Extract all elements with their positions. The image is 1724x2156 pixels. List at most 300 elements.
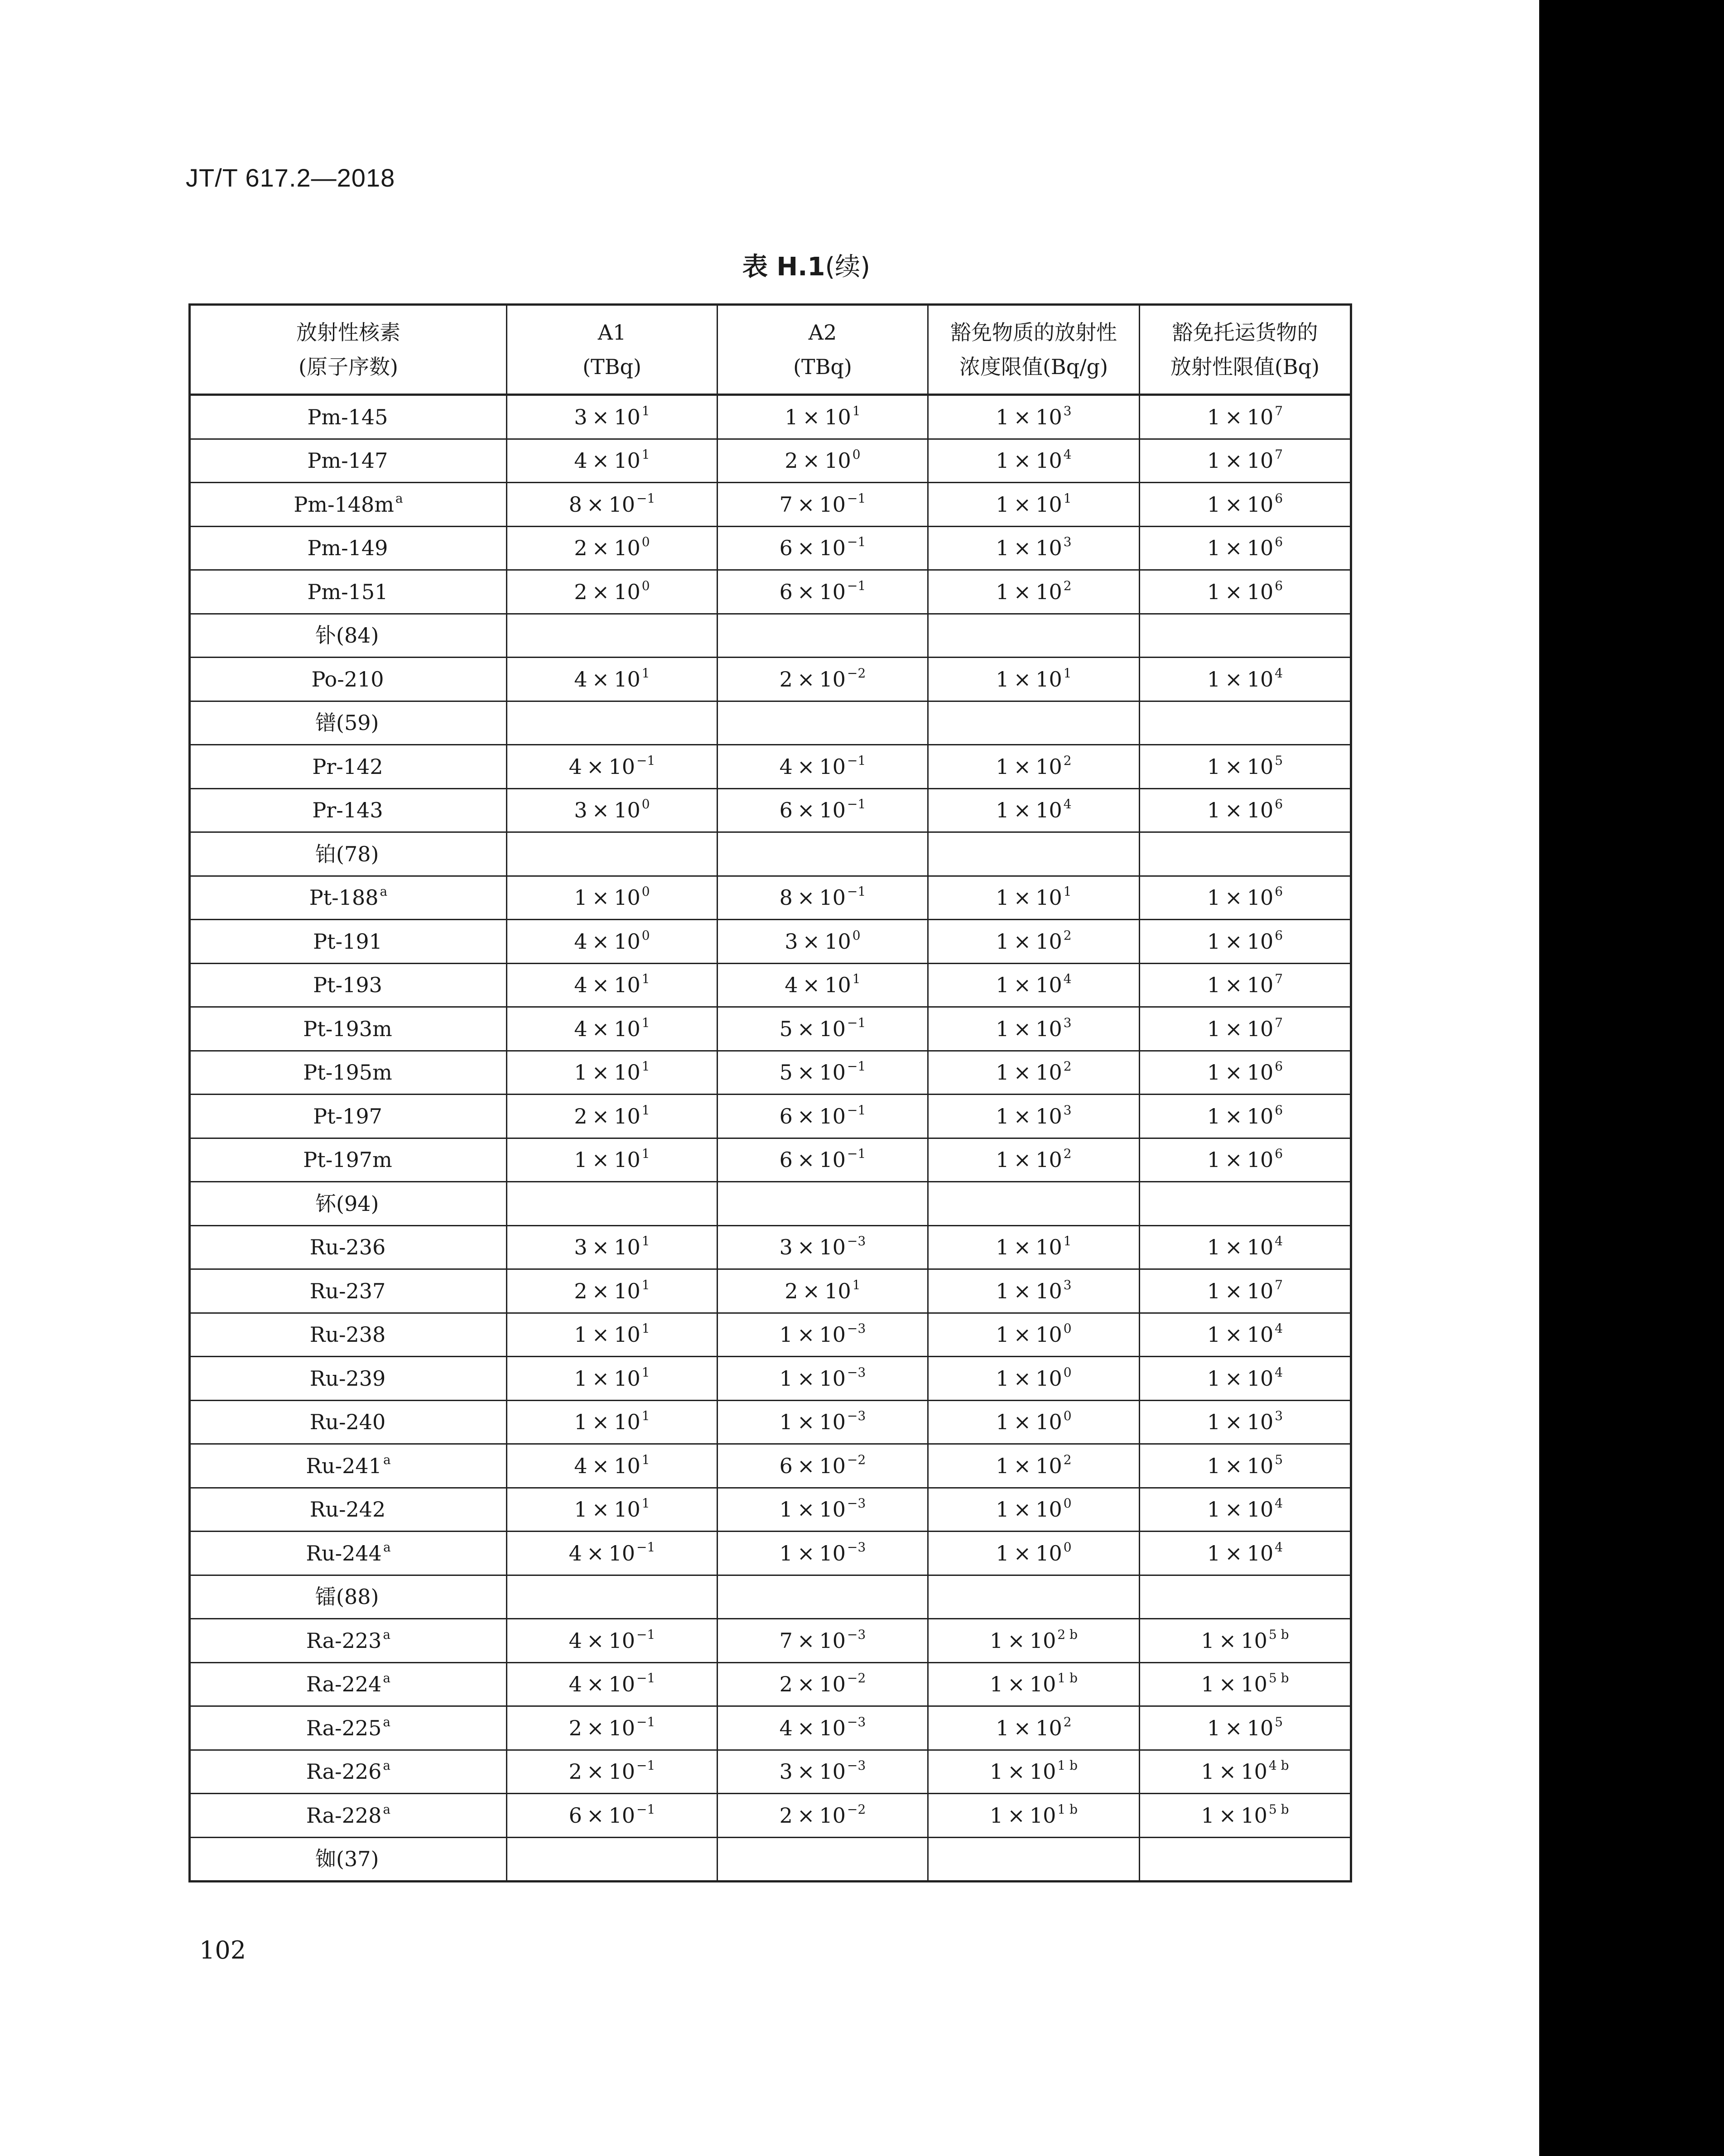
a1-cell bbox=[507, 1269, 718, 1313]
base-ten: 10 bbox=[1035, 1278, 1062, 1303]
consignment-cell bbox=[1140, 1095, 1351, 1138]
mantissa: 6 bbox=[779, 1104, 793, 1128]
times-sign: × bbox=[1218, 1759, 1237, 1784]
a1-cell bbox=[507, 920, 718, 964]
nuclide-name: Pm-145 bbox=[307, 404, 388, 429]
mantissa: 1 bbox=[1207, 1541, 1221, 1565]
a1-cell bbox=[507, 1619, 718, 1663]
a2-cell bbox=[718, 483, 928, 527]
mantissa: 5 bbox=[779, 1060, 793, 1085]
mantissa: 4 bbox=[574, 1016, 588, 1041]
header-nuclide bbox=[190, 305, 507, 395]
exponent: 6 bbox=[1275, 1146, 1283, 1162]
times-sign: × bbox=[797, 1322, 815, 1347]
exponent: −3 bbox=[847, 1234, 866, 1249]
base-ten: 10 bbox=[614, 798, 640, 823]
concentration-cell bbox=[928, 745, 1140, 789]
base-ten: 10 bbox=[819, 1235, 846, 1260]
base-ten: 10 bbox=[1035, 1497, 1062, 1522]
mantissa: 1 bbox=[996, 1104, 1009, 1128]
exponent: −3 bbox=[847, 1758, 866, 1773]
times-sign: × bbox=[592, 929, 610, 954]
times-sign: × bbox=[797, 667, 815, 691]
times-sign: × bbox=[1013, 1497, 1031, 1522]
exponent: 1 bbox=[1063, 1234, 1072, 1249]
times-sign: × bbox=[802, 448, 820, 473]
mantissa: 1 bbox=[1207, 492, 1221, 517]
times-sign: × bbox=[1218, 1803, 1237, 1828]
mantissa: 7 bbox=[779, 492, 793, 517]
nuclide-name: Ra-224 bbox=[306, 1672, 382, 1697]
exponent: −1 bbox=[847, 490, 866, 506]
base-ten: 10 bbox=[819, 1541, 846, 1565]
times-sign: × bbox=[797, 1016, 815, 1041]
nuclide-name: Pt-193 bbox=[313, 973, 382, 998]
table-row bbox=[190, 1357, 1351, 1401]
nuclide-name: Pr-143 bbox=[312, 798, 383, 823]
concentration-cell bbox=[928, 1051, 1140, 1095]
times-sign: × bbox=[1013, 1235, 1031, 1260]
table-body bbox=[190, 395, 1351, 1882]
empty-cell bbox=[1140, 1837, 1351, 1882]
a2-cell bbox=[718, 1138, 928, 1182]
times-sign: × bbox=[592, 798, 610, 823]
base-ten: 10 bbox=[1241, 1628, 1267, 1653]
base-ten: 10 bbox=[1247, 1715, 1274, 1740]
exponent: −1 bbox=[636, 1801, 655, 1817]
exponent: −1 bbox=[636, 1714, 655, 1729]
base-ten: 10 bbox=[819, 1016, 846, 1041]
nuclide-cell bbox=[190, 1357, 507, 1401]
times-sign: × bbox=[802, 404, 820, 429]
mantissa: 1 bbox=[1201, 1803, 1214, 1828]
mantissa: 1 bbox=[1207, 1016, 1221, 1041]
empty-cell bbox=[507, 1837, 718, 1882]
mantissa: 1 bbox=[1207, 1453, 1221, 1478]
footnote-mark: a bbox=[380, 884, 388, 899]
exponent: 1 bbox=[641, 1408, 650, 1424]
nuclide-name: Pt-191 bbox=[313, 929, 382, 954]
times-sign: × bbox=[797, 885, 815, 910]
exponent: 7 bbox=[1275, 971, 1283, 987]
exponent: 4 bbox=[1275, 1496, 1283, 1511]
exponent: −3 bbox=[847, 1496, 866, 1511]
mantissa: 1 bbox=[1207, 1278, 1221, 1303]
base-ten: 10 bbox=[614, 1497, 640, 1522]
mantissa: 1 bbox=[1207, 1497, 1221, 1522]
base-ten: 10 bbox=[824, 1278, 851, 1303]
nuclide-name: Ra-226 bbox=[306, 1759, 382, 1784]
a1-cell bbox=[507, 1313, 718, 1357]
a2-cell bbox=[718, 1444, 928, 1488]
exponent: −1 bbox=[847, 578, 866, 593]
times-sign: × bbox=[797, 1759, 815, 1784]
a1-cell bbox=[507, 745, 718, 789]
mantissa: 7 bbox=[779, 1628, 793, 1653]
base-ten: 10 bbox=[1035, 1104, 1062, 1128]
empty-cell bbox=[928, 1182, 1140, 1226]
base-ten: 10 bbox=[819, 579, 846, 604]
times-sign: × bbox=[592, 973, 610, 998]
mantissa: 1 bbox=[785, 404, 798, 429]
base-ten: 10 bbox=[1247, 492, 1274, 517]
element-name: 镭(88) bbox=[190, 1575, 507, 1619]
mantissa: 2 bbox=[568, 1759, 582, 1784]
a2-cell bbox=[718, 1619, 928, 1663]
base-ten: 10 bbox=[1035, 1235, 1062, 1260]
nuclide-cell bbox=[190, 1095, 507, 1138]
times-sign: × bbox=[586, 1803, 604, 1828]
mantissa: 1 bbox=[574, 1148, 588, 1172]
header-a2 bbox=[718, 305, 928, 395]
times-sign: × bbox=[1225, 536, 1242, 561]
empty-cell bbox=[928, 1837, 1140, 1882]
nuclide-name: Pt-197 bbox=[313, 1104, 382, 1128]
table-row bbox=[190, 1662, 1351, 1706]
empty-cell bbox=[718, 701, 928, 745]
table-row bbox=[190, 1619, 1351, 1663]
consignment-cell bbox=[1140, 1750, 1351, 1794]
mantissa: 1 bbox=[1207, 536, 1221, 561]
mantissa: 3 bbox=[574, 798, 588, 823]
nuclide-cell bbox=[190, 526, 507, 570]
exponent: 1 b bbox=[1057, 1758, 1078, 1773]
times-sign: × bbox=[797, 798, 815, 823]
base-ten: 10 bbox=[608, 1715, 636, 1740]
exponent: 4 bbox=[1063, 447, 1072, 462]
mantissa: 1 bbox=[779, 1410, 793, 1435]
empty-cell bbox=[507, 832, 718, 876]
mantissa: 3 bbox=[574, 1235, 588, 1260]
exponent: 1 bbox=[641, 1277, 650, 1292]
exponent: −1 bbox=[847, 797, 866, 812]
concentration-cell bbox=[928, 920, 1140, 964]
mantissa: 1 bbox=[1207, 929, 1221, 954]
exponent: 4 bbox=[1275, 1234, 1283, 1249]
mantissa: 6 bbox=[779, 798, 793, 823]
times-sign: × bbox=[592, 1060, 610, 1085]
exponent: −3 bbox=[847, 1627, 866, 1642]
nuclide-cell bbox=[190, 788, 507, 832]
base-ten: 10 bbox=[1029, 1628, 1056, 1653]
times-sign: × bbox=[586, 492, 604, 517]
mantissa: 3 bbox=[779, 1235, 793, 1260]
nuclide-cell bbox=[190, 1400, 507, 1444]
consignment-cell bbox=[1140, 920, 1351, 964]
mantissa: 5 bbox=[779, 1016, 793, 1041]
times-sign: × bbox=[1225, 1060, 1242, 1085]
a2-cell bbox=[718, 395, 928, 439]
base-ten: 10 bbox=[1247, 1410, 1274, 1435]
times-sign: × bbox=[592, 1104, 610, 1128]
base-ten: 10 bbox=[819, 1366, 846, 1391]
base-ten: 10 bbox=[1247, 973, 1274, 998]
times-sign: × bbox=[1013, 885, 1031, 910]
consignment-cell bbox=[1140, 1532, 1351, 1575]
exponent: 4 bbox=[1275, 1364, 1283, 1380]
exponent: 0 bbox=[852, 447, 861, 462]
times-sign: × bbox=[1013, 404, 1031, 429]
exponent: 5 b bbox=[1268, 1671, 1289, 1686]
exponent: 6 bbox=[1275, 578, 1283, 593]
base-ten: 10 bbox=[608, 492, 636, 517]
base-ten: 10 bbox=[819, 1410, 846, 1435]
nuclide-name: Ru-240 bbox=[309, 1410, 386, 1435]
a1-cell bbox=[507, 1138, 718, 1182]
footnote-mark: a bbox=[383, 1714, 391, 1729]
consignment-cell bbox=[1140, 439, 1351, 483]
times-sign: × bbox=[1013, 1410, 1031, 1435]
base-ten: 10 bbox=[1247, 579, 1274, 604]
base-ten: 10 bbox=[819, 1060, 846, 1085]
empty-cell bbox=[928, 832, 1140, 876]
mantissa: 2 bbox=[779, 1803, 793, 1828]
times-sign: × bbox=[592, 667, 610, 691]
times-sign: × bbox=[1225, 885, 1242, 910]
base-ten: 10 bbox=[614, 1366, 640, 1391]
nuclide-cell bbox=[190, 1794, 507, 1838]
times-sign: × bbox=[797, 1453, 815, 1478]
table-row bbox=[190, 1750, 1351, 1794]
times-sign: × bbox=[1225, 448, 1242, 473]
nuclide-name: Ra-223 bbox=[306, 1628, 382, 1653]
base-ten: 10 bbox=[1035, 667, 1062, 691]
concentration-cell bbox=[928, 788, 1140, 832]
element-row bbox=[190, 1575, 1351, 1619]
mantissa: 3 bbox=[785, 929, 798, 954]
exponent: 3 bbox=[1063, 1102, 1072, 1118]
a2-cell bbox=[718, 788, 928, 832]
mantissa: 4 bbox=[574, 973, 588, 998]
mantissa: 4 bbox=[779, 1715, 793, 1740]
exponent: −1 bbox=[847, 1015, 866, 1030]
mantissa: 1 bbox=[989, 1803, 1003, 1828]
concentration-cell bbox=[928, 526, 1140, 570]
base-ten: 10 bbox=[1035, 929, 1062, 954]
mantissa: 4 bbox=[568, 1672, 582, 1697]
times-sign: × bbox=[797, 754, 815, 779]
base-ten: 10 bbox=[614, 929, 640, 954]
times-sign: × bbox=[1013, 579, 1031, 604]
base-ten: 10 bbox=[1247, 1497, 1274, 1522]
mantissa: 2 bbox=[574, 1104, 588, 1128]
base-ten: 10 bbox=[819, 1497, 846, 1522]
mantissa: 1 bbox=[1207, 579, 1221, 604]
times-sign: × bbox=[1013, 1366, 1031, 1391]
concentration-cell bbox=[928, 1269, 1140, 1313]
table-row bbox=[190, 1269, 1351, 1313]
times-sign: × bbox=[1013, 1715, 1031, 1740]
base-ten: 10 bbox=[819, 1104, 846, 1128]
exponent: 2 bbox=[1063, 578, 1072, 593]
base-ten: 10 bbox=[614, 973, 640, 998]
exponent: 1 bbox=[641, 1015, 650, 1030]
nuclide-cell bbox=[190, 1444, 507, 1488]
table-row bbox=[190, 1051, 1351, 1095]
exponent: 0 bbox=[1063, 1364, 1072, 1380]
times-sign: × bbox=[1225, 754, 1242, 779]
times-sign: × bbox=[592, 1235, 610, 1260]
mantissa: 1 bbox=[996, 1541, 1009, 1565]
mantissa: 1 bbox=[996, 448, 1009, 473]
exponent: −3 bbox=[847, 1539, 866, 1555]
times-sign: × bbox=[1225, 1104, 1242, 1128]
base-ten: 10 bbox=[1035, 404, 1062, 429]
times-sign: × bbox=[592, 1016, 610, 1041]
mantissa: 1 bbox=[989, 1672, 1003, 1697]
times-sign: × bbox=[797, 1410, 815, 1435]
exponent: 3 bbox=[1063, 534, 1072, 550]
base-ten: 10 bbox=[1035, 1060, 1062, 1085]
base-ten: 10 bbox=[824, 973, 851, 998]
base-ten: 10 bbox=[1241, 1672, 1267, 1697]
element-row bbox=[190, 832, 1351, 876]
times-sign: × bbox=[586, 1715, 604, 1740]
times-sign: × bbox=[1218, 1672, 1237, 1697]
exponent: 1 bbox=[641, 447, 650, 462]
table-row bbox=[190, 1706, 1351, 1750]
exponent: 0 bbox=[641, 578, 650, 593]
mantissa: 1 bbox=[1207, 448, 1221, 473]
exponent: 1 bbox=[1063, 884, 1072, 899]
nuclide-name: Po-210 bbox=[311, 667, 384, 691]
nuclide-cell bbox=[190, 439, 507, 483]
mantissa: 1 bbox=[996, 1235, 1009, 1260]
base-ten: 10 bbox=[1247, 448, 1274, 473]
nuclide-name: Pt-193m bbox=[303, 1016, 392, 1041]
empty-cell bbox=[928, 1575, 1140, 1619]
exponent: −1 bbox=[847, 1146, 866, 1162]
header-line: A2 bbox=[808, 320, 837, 345]
base-ten: 10 bbox=[1035, 1322, 1062, 1347]
base-ten: 10 bbox=[1247, 404, 1274, 429]
times-sign: × bbox=[1225, 798, 1242, 823]
exponent: 0 bbox=[1063, 1539, 1072, 1555]
table-row bbox=[190, 1444, 1351, 1488]
mantissa: 1 bbox=[574, 1497, 588, 1522]
exponent: 4 bbox=[1275, 665, 1283, 681]
times-sign: × bbox=[802, 929, 820, 954]
consignment-cell bbox=[1140, 1488, 1351, 1532]
base-ten: 10 bbox=[614, 448, 640, 473]
mantissa: 2 bbox=[574, 1278, 588, 1303]
empty-cell bbox=[718, 832, 928, 876]
a1-cell bbox=[507, 570, 718, 614]
base-ten: 10 bbox=[614, 1060, 640, 1085]
a2-cell bbox=[718, 876, 928, 920]
base-ten: 10 bbox=[614, 885, 640, 910]
times-sign: × bbox=[592, 536, 610, 561]
a2-cell bbox=[718, 1706, 928, 1750]
consignment-cell bbox=[1140, 1444, 1351, 1488]
times-sign: × bbox=[802, 1278, 820, 1303]
header-line: (TBq) bbox=[583, 355, 641, 379]
mantissa: 3 bbox=[779, 1759, 793, 1784]
exponent: 1 bbox=[1063, 665, 1072, 681]
mantissa: 1 bbox=[996, 1148, 1009, 1172]
mantissa: 1 bbox=[1207, 1235, 1221, 1260]
base-ten: 10 bbox=[1247, 885, 1274, 910]
mantissa: 1 bbox=[996, 404, 1009, 429]
table-row bbox=[190, 1532, 1351, 1575]
consignment-cell bbox=[1140, 1662, 1351, 1706]
times-sign: × bbox=[1007, 1803, 1025, 1828]
times-sign: × bbox=[1013, 1148, 1031, 1172]
exponent: 0 bbox=[852, 927, 861, 943]
exponent: 0 bbox=[641, 927, 650, 943]
times-sign: × bbox=[1013, 448, 1031, 473]
table-row bbox=[190, 1095, 1351, 1138]
exponent: 2 bbox=[1063, 1714, 1072, 1729]
base-ten: 10 bbox=[1247, 1148, 1274, 1172]
exponent: −1 bbox=[636, 1539, 655, 1555]
a2-cell bbox=[718, 1051, 928, 1095]
a1-cell bbox=[507, 483, 718, 527]
nuclide-name: Pm-147 bbox=[307, 448, 388, 473]
a2-cell bbox=[718, 439, 928, 483]
exponent: 1 bbox=[1063, 490, 1072, 506]
exponent: −2 bbox=[847, 1801, 866, 1817]
exponent: −1 bbox=[847, 1059, 866, 1074]
exponent: 7 bbox=[1275, 403, 1283, 418]
times-sign: × bbox=[1225, 1453, 1242, 1478]
base-ten: 10 bbox=[614, 536, 640, 561]
exponent: 7 bbox=[1275, 1015, 1283, 1030]
nuclide-cell bbox=[190, 1706, 507, 1750]
nuclide-name: Ru-237 bbox=[309, 1278, 386, 1303]
element-row bbox=[190, 614, 1351, 658]
a1-cell bbox=[507, 526, 718, 570]
times-sign: × bbox=[592, 1497, 610, 1522]
a2-cell bbox=[718, 658, 928, 701]
a1-cell bbox=[507, 876, 718, 920]
table-title-main: 表 H.1 bbox=[742, 252, 825, 282]
base-ten: 10 bbox=[819, 1322, 846, 1347]
exponent: −1 bbox=[847, 884, 866, 899]
consignment-cell bbox=[1140, 1794, 1351, 1838]
mantissa: 1 bbox=[1207, 798, 1221, 823]
a1-cell bbox=[507, 395, 718, 439]
table-header-row bbox=[190, 305, 1351, 395]
base-ten: 10 bbox=[608, 1541, 636, 1565]
exponent: 3 bbox=[1063, 403, 1072, 418]
times-sign: × bbox=[802, 973, 820, 998]
exponent: 1 b bbox=[1057, 1671, 1078, 1686]
times-sign: × bbox=[1225, 667, 1242, 691]
element-name: 镨(59) bbox=[190, 701, 507, 745]
consignment-cell bbox=[1140, 658, 1351, 701]
exponent: 0 bbox=[641, 884, 650, 899]
times-sign: × bbox=[592, 1148, 610, 1172]
times-sign: × bbox=[592, 1453, 610, 1478]
base-ten: 10 bbox=[1247, 1104, 1274, 1128]
base-ten: 10 bbox=[608, 1628, 636, 1653]
times-sign: × bbox=[1225, 1366, 1242, 1391]
consignment-cell bbox=[1140, 963, 1351, 1007]
exponent: 1 bbox=[641, 1364, 650, 1380]
mantissa: 1 bbox=[779, 1366, 793, 1391]
empty-cell bbox=[1140, 1575, 1351, 1619]
base-ten: 10 bbox=[614, 579, 640, 604]
times-sign: × bbox=[586, 1541, 604, 1565]
footnote-mark: a bbox=[383, 1671, 391, 1686]
base-ten: 10 bbox=[614, 404, 640, 429]
base-ten: 10 bbox=[1247, 1453, 1274, 1478]
a1-cell bbox=[507, 1750, 718, 1794]
consignment-cell bbox=[1140, 876, 1351, 920]
base-ten: 10 bbox=[608, 754, 636, 779]
base-ten: 10 bbox=[1247, 1235, 1274, 1260]
